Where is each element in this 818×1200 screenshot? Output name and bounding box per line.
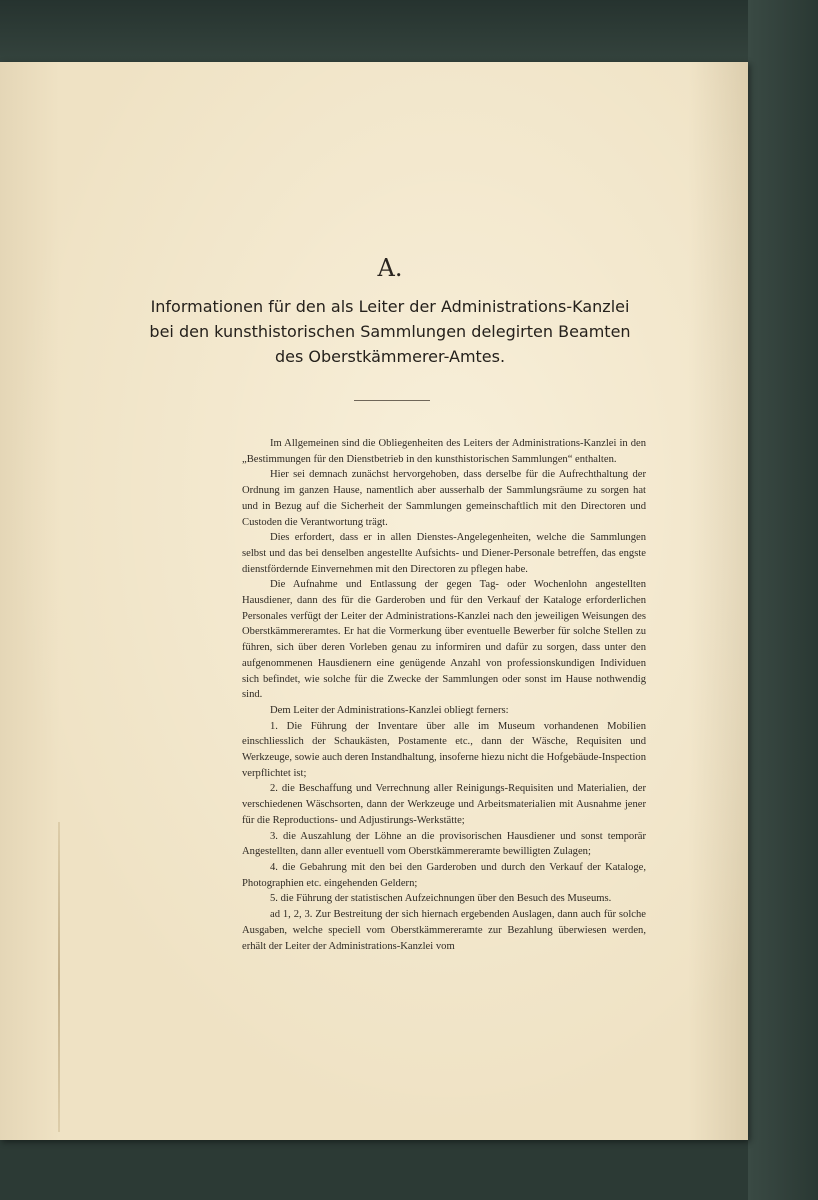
- heading-line-2: bei den kunsthistorischen Sammlungen delegirten Beamten: [149, 322, 631, 341]
- section-letter: A.: [377, 254, 403, 282]
- list-item: 4. die Gebahrung mit den bei den Garderoben und durch den Verkauf der Kataloge, Photographien etc. eingehenden Geldern;: [242, 861, 646, 889]
- heading-line-1: Informationen für den als Leiter der Administrations-Kanzlei: [150, 297, 630, 316]
- page-fold-mark: [58, 822, 60, 1132]
- list-item: 3. die Auszahlung der Löhne an die provisorischen Hausdiener und sonst temporär Angestellten, dann aller eventuell vom Oberstkämmereramte bewilligten Zulagen;: [242, 830, 646, 858]
- document-body: [242, 436, 646, 954]
- document-heading: [0, 294, 780, 369]
- scan-background-top: [0, 0, 818, 62]
- paragraph: Im Allgemeinen sind die Obliegenheiten des Leiters der Administrations-Kanzlei in den „Bestimmungen für den Dienstbetrieb in den kunsthistorischen Sammlungen“ enthalten.: [242, 438, 646, 465]
- list-item: 5. die Führung der statistischen Aufzeichnungen über den Besuch des Museums.: [270, 893, 612, 905]
- paragraph: Dem Leiter der Administrations-Kanzlei obliegt ferners:: [270, 704, 509, 716]
- paragraph: ad 1, 2, 3. Zur Bestreitung der sich hiernach ergebenden Auslagen, dann auch für solche Ausgaben, welche speciell vom Oberstkämmereramte zur Bezahlung überwiesen werden, erhält der Leiter der Administrations-Kanzlei vom: [242, 909, 646, 952]
- paragraph: Hier sei demnach zunächst hervorgehoben, dass derselbe für die Aufrechthaltung der Ordnung im ganzen Hause, namentlich aber ausserhalb der Sammlungsräume zu sorgen hat und in Bezug auf die Sicherheit der Sammlungen gemeinschaftlich mit den Directoren und Custoden die Verantwortung trägt.: [242, 469, 646, 528]
- heading-divider: [354, 400, 430, 401]
- paragraph: Die Aufnahme und Entlassung der gegen Tag- oder Wochenlohn angestellten Hausdiener, dann des für die Garderoben und für den Verkauf der Kataloge erforderlichen Personales verfügt der Leiter der Administrations-Kanzlei nach den jeweiligen Weisungen des Oberstkämmereramtes. Er hat die Vormerkung über eventuelle Bewerber für solche Stellen zu führen, sich über deren Vorleben genau zu informiren und dafür zu sorgen, dass unter den aufgenommenen Hausdienern eine genügende Anzahl von professionskundigen Individuen sich befindet, wie solche für die Zwecke der Sammlungen oder sonst im Hause nothwendig sind.: [242, 579, 646, 701]
- list-item: 2. die Beschaffung und Verrechnung aller Reinigungs-Requisiten und Materialien, der verschiedenen Wäschsorten, dann der Werkzeuge und Arbeitsmaterialien mit Ausnahme jener für die Reproductions- und Adjustirungs-Werkstätte;: [242, 783, 646, 826]
- paragraph: Dies erfordert, dass er in allen Dienstes-Angelegenheiten, welche die Sammlungen selbst und das bei denselben angestellte Aufsichts- und Diener-Personale betreffen, das engste dienstfördernde Einvernehmen mit den Directoren zu pflegen habe.: [242, 532, 646, 575]
- heading-line-3: des Oberstkämmerer-Amtes.: [274, 347, 506, 366]
- scan-background-right: [748, 0, 818, 1200]
- list-item: 1. Die Führung der Inventare über alle im Museum vorhandenen Mobilien einschliesslich der Schaukästen, Postamente etc., dann der Wäsche, Requisiten und Werkzeuge, sowie auch deren Instandhaltung, insoferne hiezu nicht die Hofgebäude-Inspection verpflichtet ist;: [242, 720, 646, 779]
